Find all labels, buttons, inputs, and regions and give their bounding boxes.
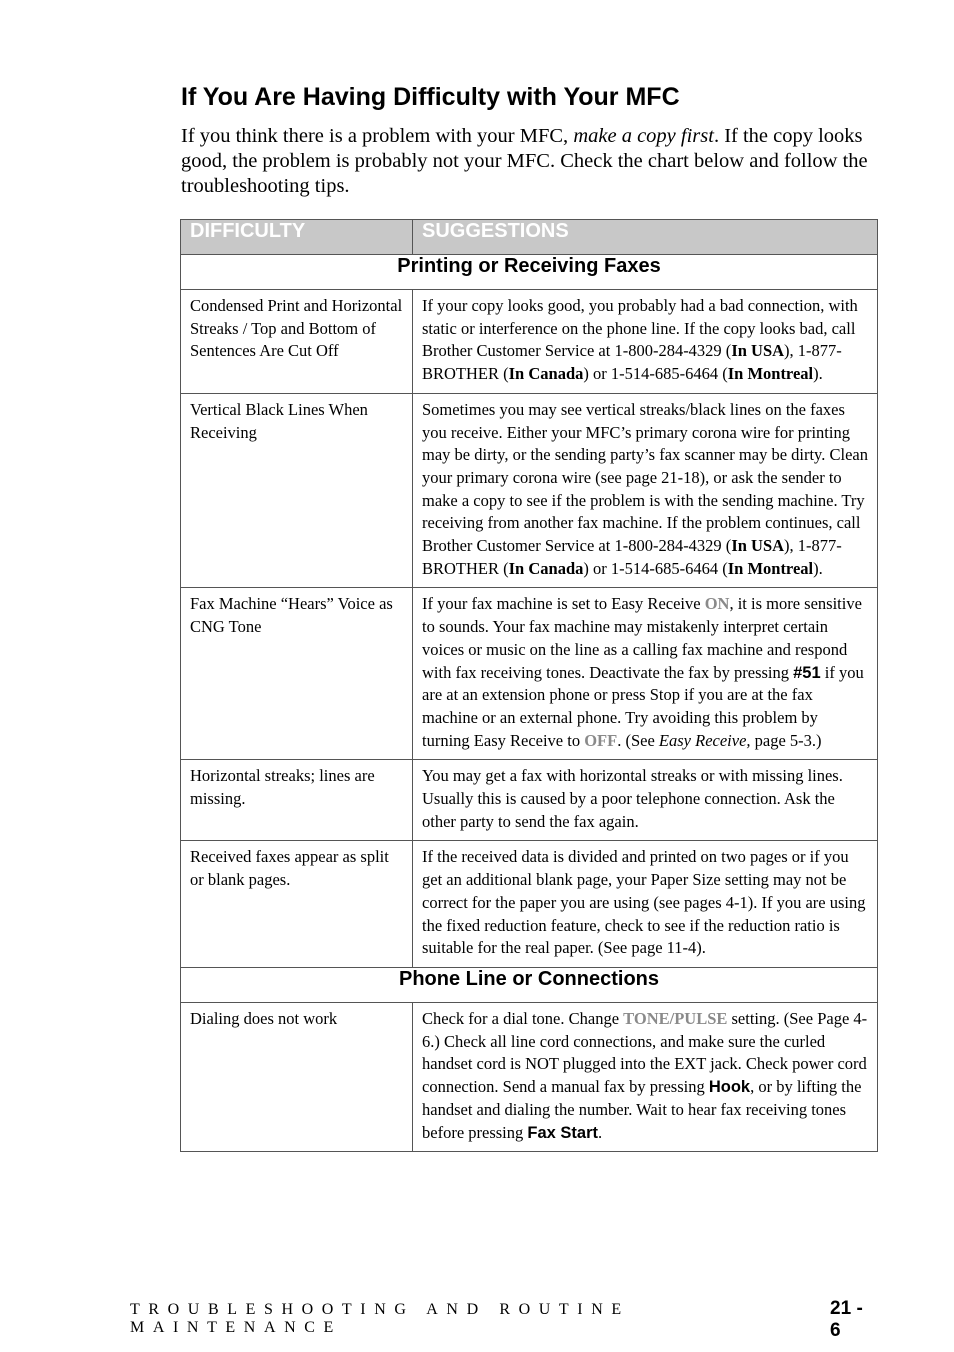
page-title: If You Are Having Difficulty with Your MFC bbox=[181, 83, 680, 111]
table-row bbox=[181, 588, 878, 760]
suggestion-cell bbox=[413, 760, 878, 841]
display-setting-on: ON bbox=[704, 594, 730, 614]
difficulty-cell: Received faxes appear as split or blank pages. bbox=[181, 841, 413, 968]
intro-emphasis: make a copy first bbox=[573, 125, 714, 147]
key-code: #51 bbox=[793, 663, 821, 682]
region-label: In USA bbox=[731, 536, 785, 556]
table-row bbox=[181, 290, 878, 394]
region-label: In USA bbox=[731, 341, 785, 361]
intro-text: . If the copy looks good, the problem is probably not your MFC. Check the chart below and follow the troubleshooting tips. bbox=[181, 125, 868, 197]
table-row bbox=[181, 841, 878, 968]
suggestion-text: If the received data is divided and printed on two pages or if you get an additional blank page, your Paper Size setting may not be correct for the paper you are using (see pages 4-1). If you are using the fixed reduction feature, check to see if the reduction ratio is suitable for the real paper. (See page 11-4). bbox=[422, 847, 866, 958]
cross-reference: Easy Receive, bbox=[658, 730, 751, 750]
table-row bbox=[181, 393, 878, 588]
page-number: 21 - 6 bbox=[830, 1298, 863, 1341]
intro-text: If you think there is a problem with your MFC, bbox=[181, 125, 574, 147]
difficulty-cell: Vertical Black Lines When Receiving bbox=[181, 393, 413, 588]
suggestion-text: , or by lifting the handset and dialing the number. Wait to hear fax receiving tones before pressing bbox=[422, 1077, 862, 1142]
display-setting-tone-pulse: TONE/PULSE bbox=[623, 1008, 728, 1028]
section-row bbox=[181, 255, 878, 290]
column-header-difficulty: DIFFICULTY bbox=[181, 220, 413, 255]
suggestion-text: If your fax machine is set to Easy Receive bbox=[422, 594, 705, 614]
suggestion-cell bbox=[413, 393, 878, 588]
section-title: Printing or Receiving Faxes bbox=[181, 255, 878, 290]
table-header-row bbox=[181, 220, 878, 255]
chapter-title: TROUBLESHOOTING AND ROUTINE MAINTENANCE bbox=[130, 1301, 630, 1336]
suggestion-cell bbox=[413, 588, 878, 760]
suggestion-text: You may get a fax with horizontal streaks or with missing lines. Usually this is caused by a poor telephone connection. Ask the other party to send the fax again. bbox=[422, 766, 843, 831]
suggestion-cell bbox=[413, 290, 878, 394]
suggestion-text: ), 1-877-BROTHER ( bbox=[422, 341, 842, 384]
page-footer bbox=[130, 1298, 877, 1342]
key-name: Hook bbox=[708, 1078, 751, 1097]
suggestion-text: page 5-3.) bbox=[750, 730, 822, 750]
suggestion-text: ), 1-877-BROTHER ( bbox=[422, 536, 842, 578]
region-label: In Canada bbox=[508, 364, 584, 384]
suggestion-text: . (See bbox=[617, 730, 659, 750]
suggestion-text: Sometimes you may see vertical streaks/black lines on the faxes you receive. Either your MFC’s primary corona wire for printing may be dirty, or the sending party’s fax scanner may be dirty. Clean your primary corona wire (see page 21-18), or ask the sender to make a copy to see if the problem is with the sending machine. Try receiving from another fax machine. If the problem continues, call Brother Customer Service at 1-800-284-4329 ( bbox=[422, 399, 868, 556]
suggestion-text: ) or 1-514-685-6464 ( bbox=[583, 364, 728, 384]
table-row bbox=[181, 1002, 878, 1151]
suggestion-cell bbox=[413, 1002, 878, 1151]
difficulty-cell: Dialing does not work bbox=[181, 1002, 413, 1151]
display-setting-off: OFF bbox=[584, 730, 618, 750]
section-row bbox=[181, 967, 878, 1002]
suggestion-text: ) or 1-514-685-6464 ( bbox=[583, 558, 728, 578]
difficulty-cell: Fax Machine “Hears” Voice as CNG Tone bbox=[181, 588, 413, 760]
suggestion-text: , it is more sensitive to sounds. Your fax machine may mistakenly interpret certain voices or music on the line as a calling fax machine and respond with fax receiving tones. Deactivate the fax by pressing bbox=[422, 594, 862, 682]
difficulty-cell: Condensed Print and Horizontal Streaks / Top and Bottom of Sentences Are Cut Off bbox=[181, 290, 413, 394]
suggestion-text: if you are at an extension phone or press Stop if you are at the fax machine or an external phone. Try avoiding this problem by turning Easy Receive to bbox=[422, 662, 864, 750]
intro-paragraph bbox=[181, 124, 881, 199]
suggestion-text: Check for a dial tone. Change bbox=[422, 1008, 624, 1028]
region-label: In Canada bbox=[508, 558, 584, 578]
section-title: Phone Line or Connections bbox=[181, 967, 878, 1002]
region-label: In Montreal bbox=[727, 364, 814, 384]
difficulty-cell: Horizontal streaks; lines are missing. bbox=[181, 760, 413, 841]
troubleshooting-table bbox=[180, 219, 878, 1152]
suggestion-text: If your copy looks good, you probably had a bad connection, with static or interference on the phone line. If the copy looks bad, call Brother Customer Service at 1-800-284-4329 ( bbox=[422, 296, 858, 361]
suggestion-text: setting. (See Page 4-6.) Check all line cord connections, and make sure the curled handset cord is NOT plugged into the EXT jack. Check power cord connection. Send a manual fax by pressing bbox=[422, 1008, 868, 1097]
region-label: In Montreal bbox=[727, 558, 814, 578]
suggestion-text: ). bbox=[813, 364, 823, 384]
suggestion-text: . bbox=[598, 1122, 603, 1142]
suggestion-cell bbox=[413, 841, 878, 968]
column-header-suggestions: SUGGESTIONS bbox=[413, 220, 878, 255]
table-row bbox=[181, 760, 878, 841]
key-name: Fax Start bbox=[527, 1123, 598, 1142]
suggestion-text: ). bbox=[813, 558, 823, 578]
